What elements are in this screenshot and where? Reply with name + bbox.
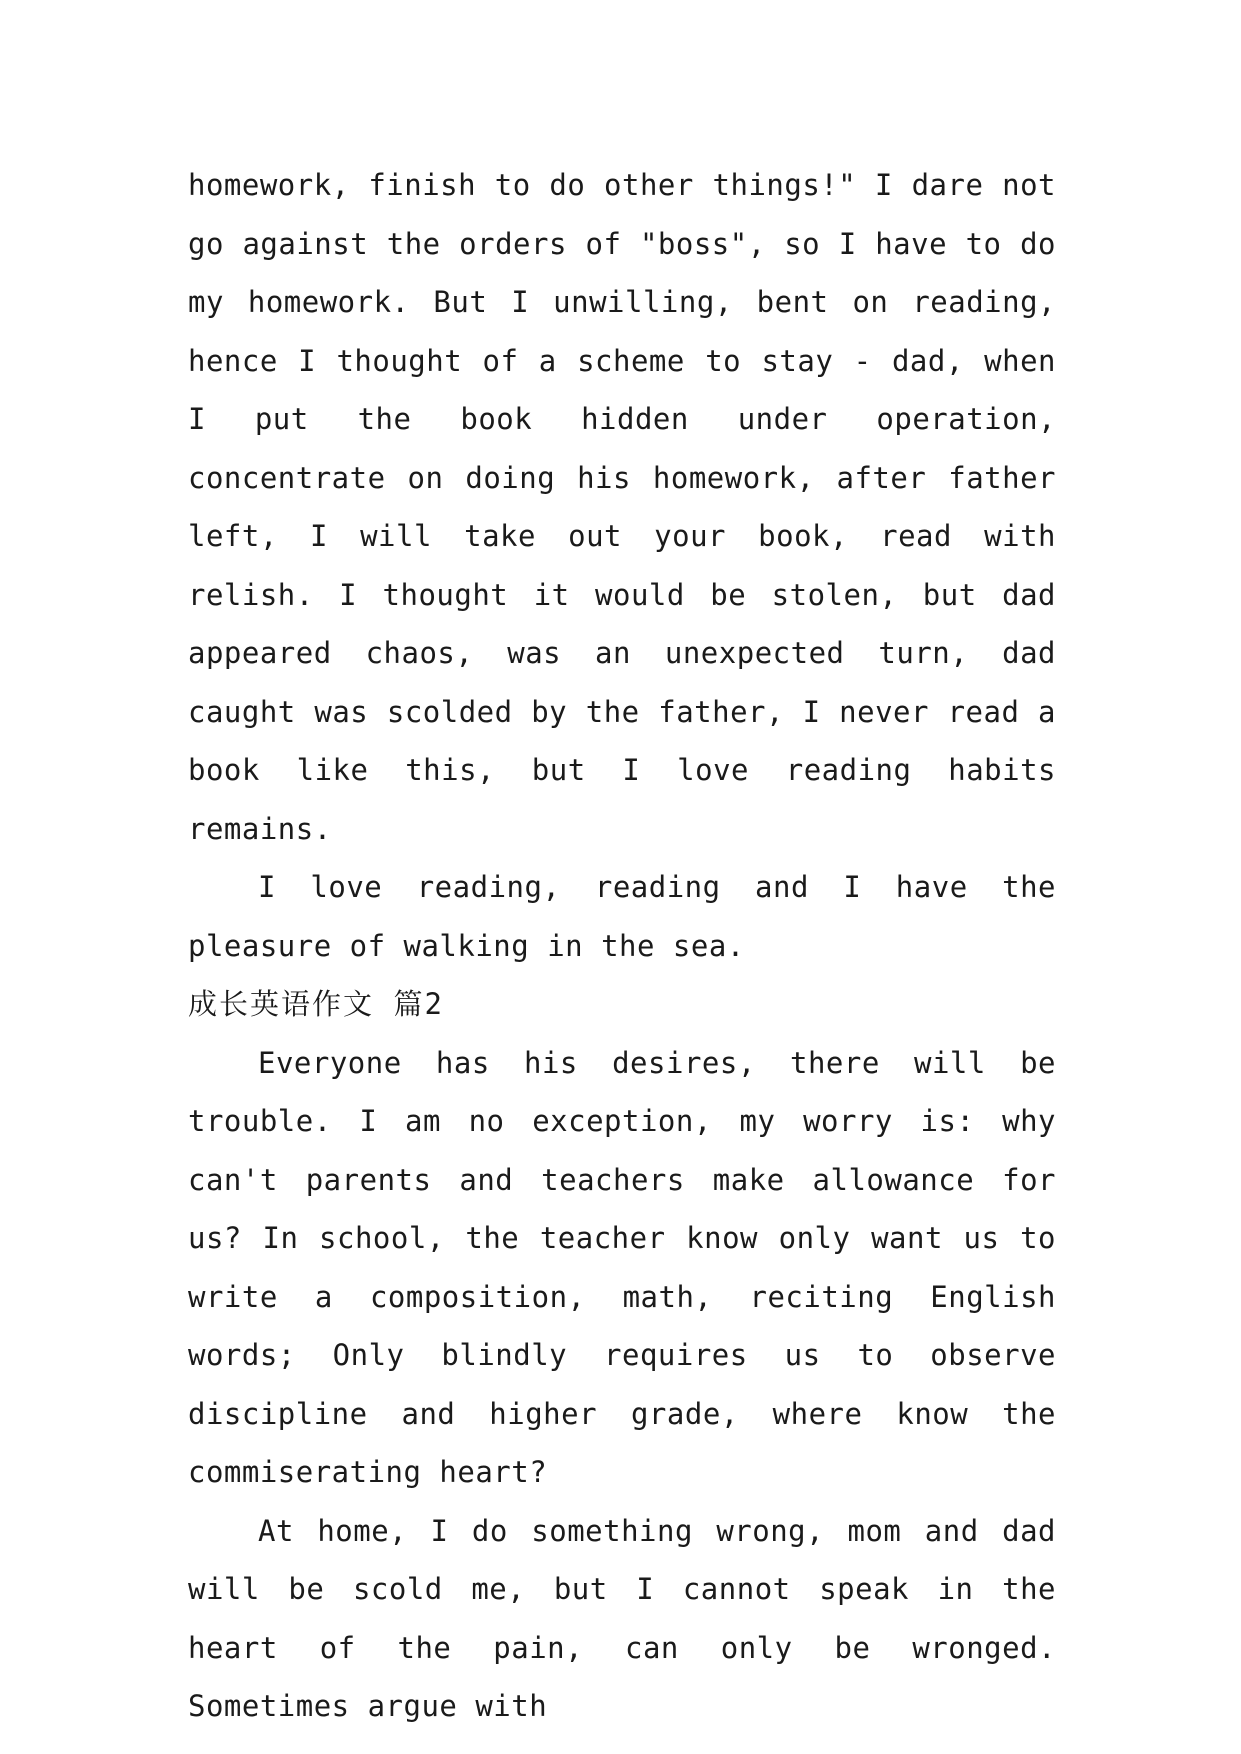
section-heading: 成长英语作文 篇2: [188, 987, 444, 1021]
paragraph-love-reading: I love reading, reading and I have the pleasure of walking in the sea.: [188, 870, 1056, 963]
paragraph-continuation: homework, finish to do other things!" I dare not go against the orders of "boss", so I have to do my homework. But I unwilling, bent on reading, hence I thought of a scheme to stay - dad, when I put the book hidden under operation, concentrate on doing his homework, after father left, I will take out your book, read with relish. I thought it would be stolen, but dad appeared chaos, was an unexpected turn, dad caught was scolded by the father, I never read a book like this, but I love reading habits remains.: [188, 168, 1056, 846]
paragraph-at-home: At home, I do something wrong, mom and dad will be scold me, but I cannot speak in the heart of the pain, can only be wronged. Sometimes argue with: [188, 1513, 1056, 1723]
document-body: [188, 156, 1056, 1736]
paragraph-desires: Everyone has his desires, there will be trouble. I am no exception, my worry is: why can't parents and teachers make allowance for us? In school, the teacher know only want us to write a composition, math, reciting English words; Only blindly requires us to observe discipline and higher grade, where know the commiserating heart?: [188, 1045, 1056, 1489]
